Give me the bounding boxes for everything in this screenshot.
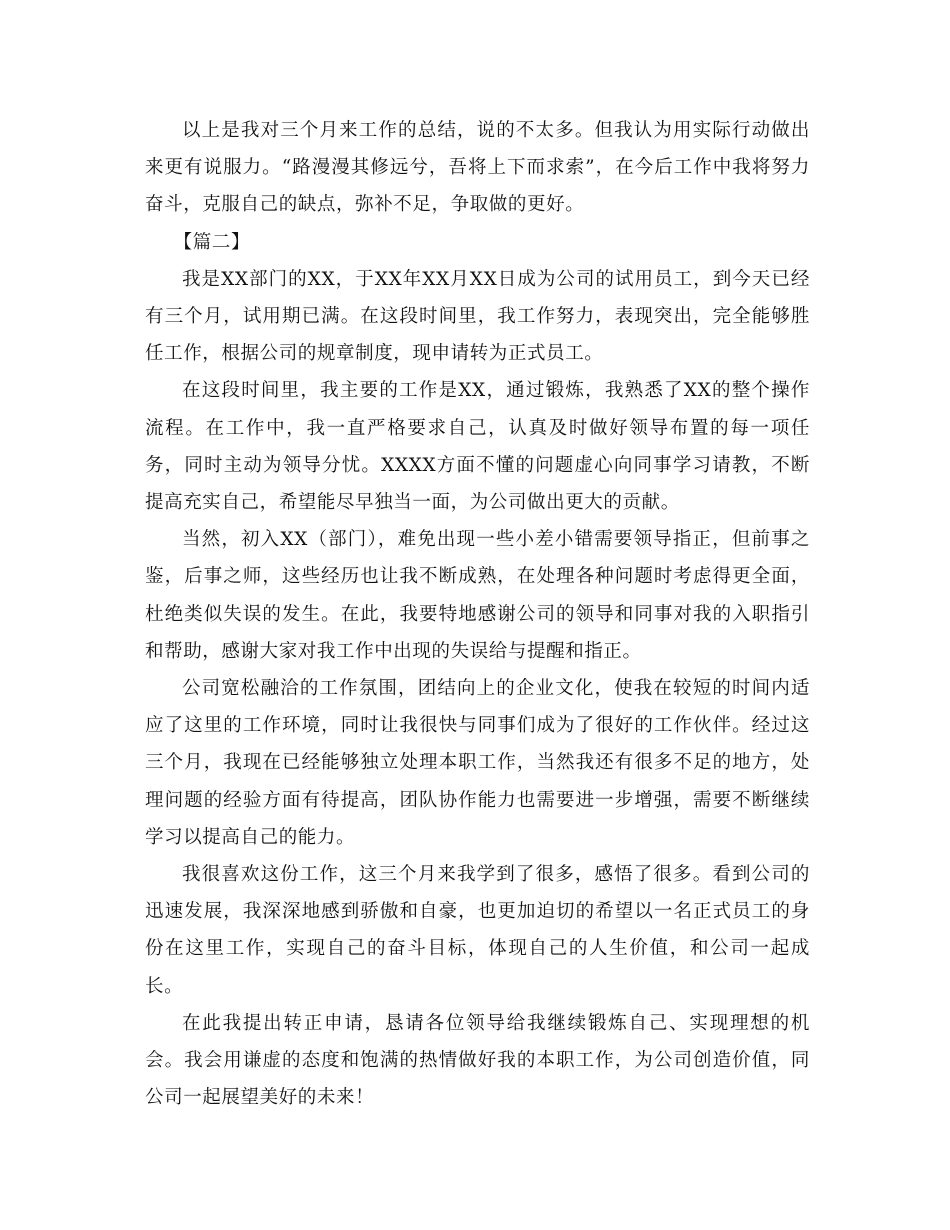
paragraph-summary-closing: 以上是我对三个月来工作的总结，说的不太多。但我认为用实际行动做出来更有说服力。“路漫漫其修远兮，吾将上下而求索”，在今后工作中我将努力奋斗，克服自己的缺点，弥补不足，争取做的更好。 — [145, 120, 810, 216]
paragraph-introduction: 我是XX部门的XX，于XX年XX月XX日成为公司的试用员工，到今天已经有三个月，试用期已满。在这段时间里，我工作努力，表现突出，完全能够胜任工作，根据公司的规章制度，现申请转为正式员工。 — [145, 268, 810, 365]
paragraph-work-environment: 公司宽松融洽的工作氛围，团结向上的企业文化，使我在较短的时间内适应了这里的工作环境，同时让我很快与同事们成为了很好的工作伙伴。经过这三个月，我现在已经能够独立处理本职工作，当然我还有很多不足的地方，处理问题的经验方面有待提高，团队协作能力也需要进一步增强，需要不断继续学习以提高自己的能力。 — [145, 678, 810, 848]
paragraph-mistakes-and-thanks: 当然，初入XX（部门），难免出现一些小差小错需要领导指正，但前事之鉴，后事之师，这些经历也让我不断成熟，在处理各种问题时考虑得更全面，杜绝类似失误的发生。在此，我要特地感谢公司的领导和同事对我的入职指引和帮助，感谢大家对我工作中出现的失误给与提醒和指正。 — [145, 529, 810, 662]
document-body — [145, 112, 810, 1116]
paragraph-job-satisfaction: 我很喜欢这份工作，这三个月来我学到了很多，感悟了很多。看到公司的迅速发展，我深深地感到骄傲和自豪，也更加迫切的希望以一名正式员工的身份在这里工作，实现自己的奋斗目标，体现自己的人生价值，和公司一起成长。 — [145, 864, 810, 997]
section-heading-part-two: 【篇二】 — [173, 231, 251, 253]
paragraph-main-work: 在这段时间里，我主要的工作是XX，通过锻炼，我熟悉了XX的整个操作流程。在工作中，我一直严格要求自己，认真及时做好领导布置的每一项任务，同时主动为领导分忧。XXXX方面不懂的问题虚心向同事学习请教，不断提高充实自己，希望能尽早独当一面，为公司做出更大的贡献。 — [145, 380, 810, 514]
paragraph-regularization-request: 在此我提出转正申请，恳请各位领导给我继续锻炼自己、实现理想的机会。我会用谦虚的态度和饱满的热情做好我的本职工作，为公司创造价值，同公司一起展望美好的未来！ — [145, 1012, 810, 1109]
